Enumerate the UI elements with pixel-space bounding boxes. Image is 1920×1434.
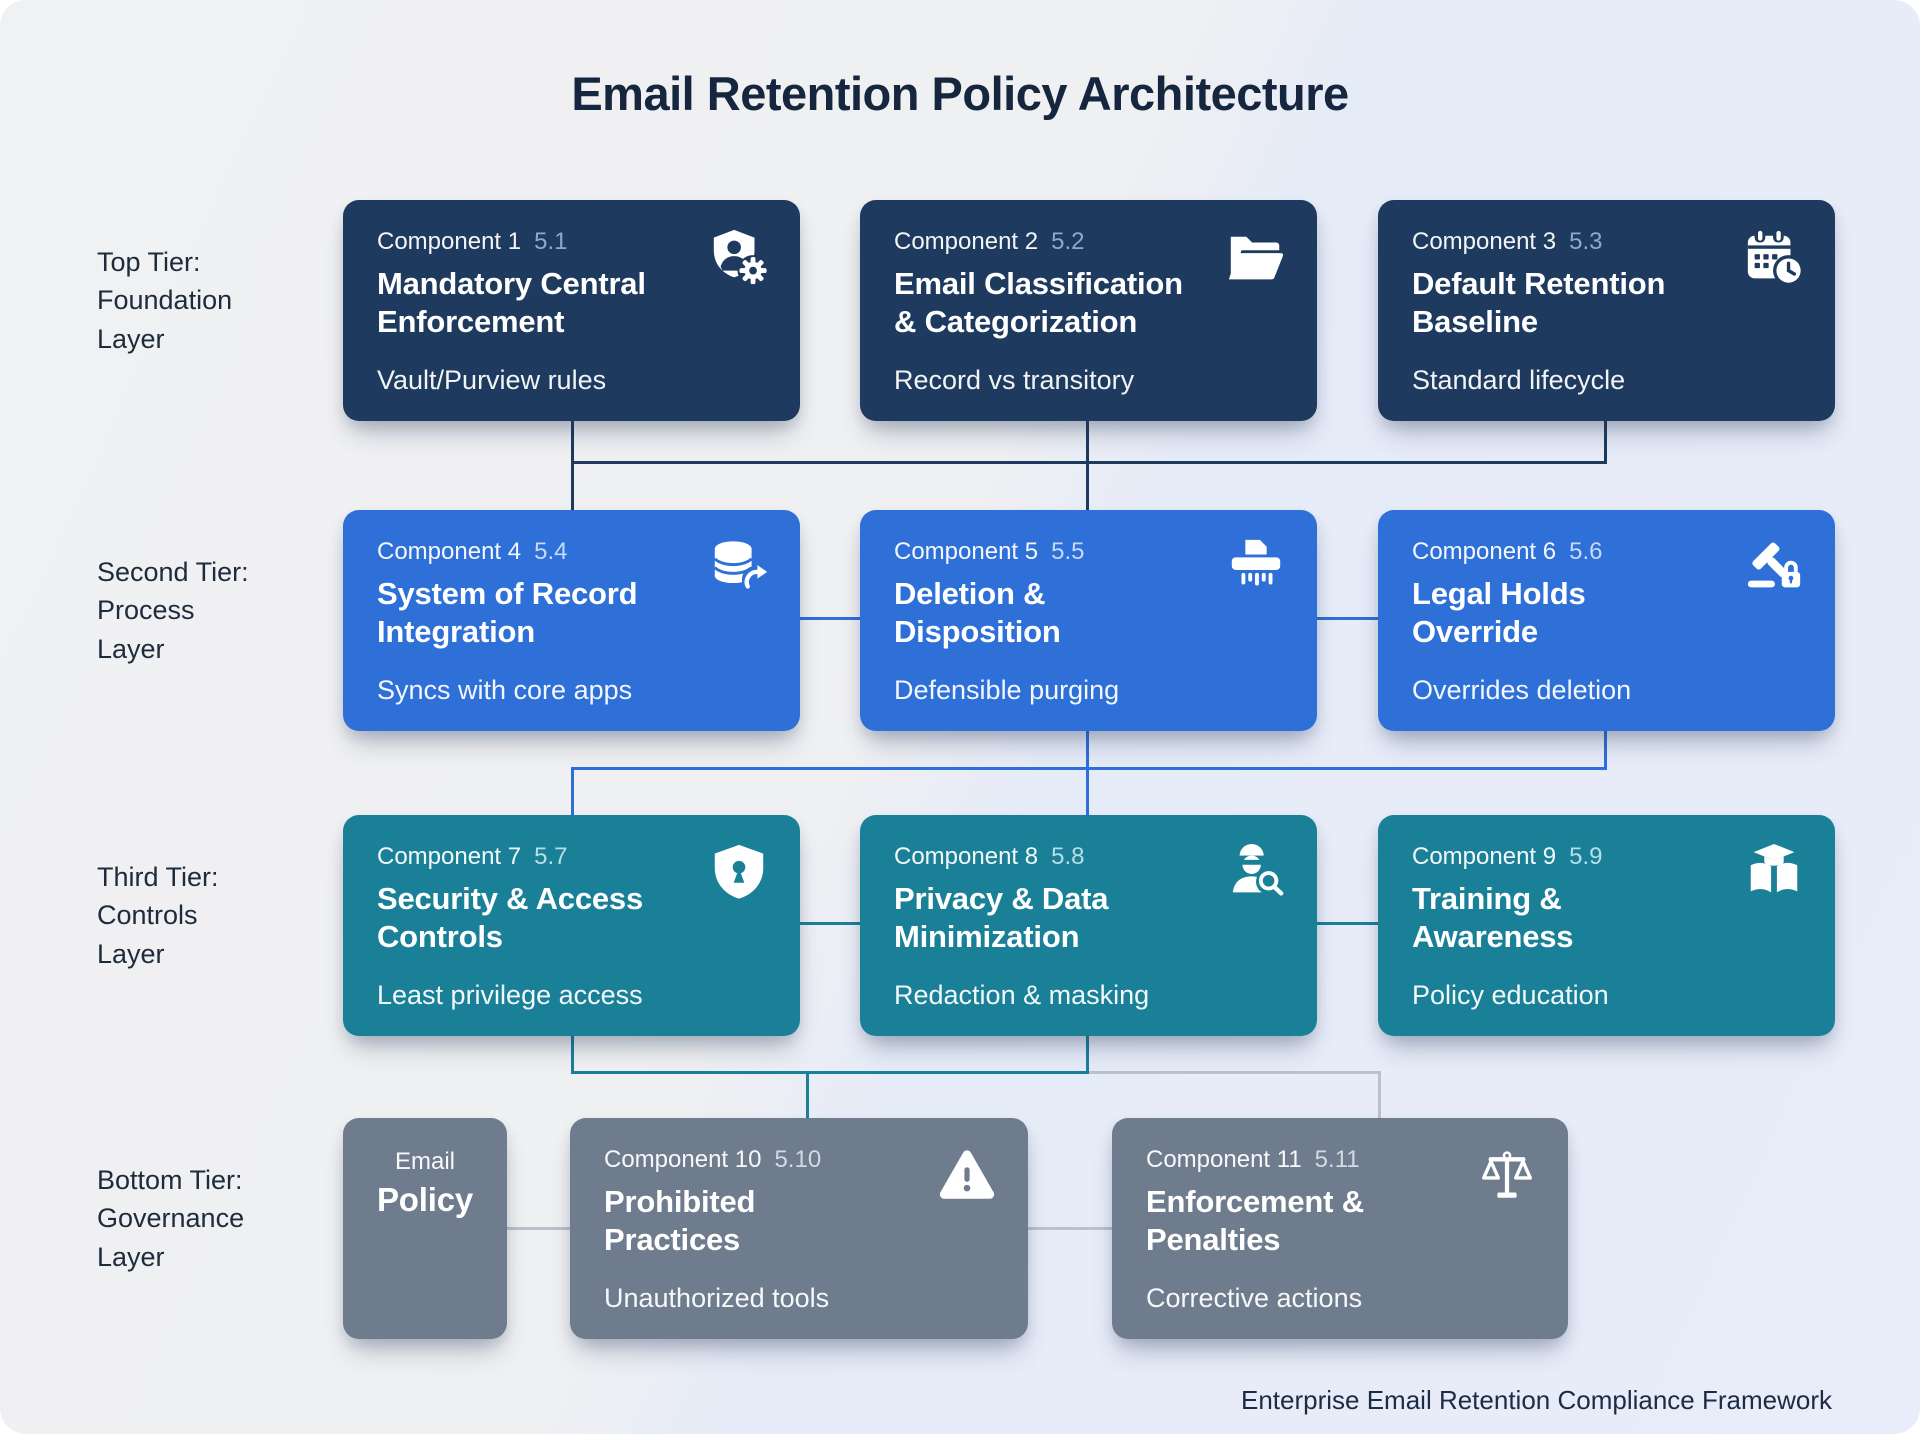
component-3-card	[1378, 200, 1835, 421]
component-subtitle: Redaction & masking	[894, 980, 1150, 1010]
component-kicker: Component 3	[1412, 228, 1557, 255]
component-kicker: Component 7	[377, 843, 522, 870]
page-title: Email Retention Policy Architecture	[571, 67, 1349, 120]
component-title: Default Retention Baseline	[1412, 266, 1666, 340]
component-kicker: Component 9	[1412, 843, 1557, 870]
component-kicker: Component 5	[894, 538, 1039, 565]
connector	[571, 767, 1607, 770]
component-kicker: Component 10	[604, 1146, 762, 1173]
component-kicker: Component 8	[894, 843, 1039, 870]
component-subtitle: Unauthorized tools	[604, 1283, 830, 1313]
connector	[1317, 922, 1378, 925]
component-subtitle: Overrides deletion	[1412, 675, 1632, 705]
tier-label-line: Layer	[97, 633, 165, 664]
component-number: 5.3	[1569, 228, 1603, 255]
component-title: Mandatory Central Enforcement	[377, 266, 646, 340]
component-title: Policy	[376, 1181, 473, 1218]
connector	[806, 1071, 809, 1119]
connector	[571, 1032, 574, 1074]
component-number: 5.2	[1051, 228, 1085, 255]
tier-label-process	[97, 553, 327, 668]
connector	[1028, 1227, 1112, 1230]
tier-label-line: Bottom Tier:	[97, 1165, 243, 1195]
tier-label-line: Third Tier:	[97, 862, 219, 892]
component-subtitle: Defensible purging	[894, 675, 1120, 705]
component-9-card	[1378, 815, 1835, 1036]
component-title: Legal Holds Override	[1412, 576, 1586, 650]
calendar-clock-icon	[1743, 227, 1805, 289]
connector	[571, 767, 574, 816]
component-subtitle: Least privilege access	[377, 980, 643, 1010]
connector	[1086, 727, 1089, 816]
connector	[1086, 1032, 1089, 1074]
component-kicker: Component 6	[1412, 538, 1557, 565]
gavel-lock-icon	[1743, 537, 1805, 599]
component-title: Deletion & Disposition	[894, 576, 1061, 650]
component-subtitle: Standard lifecycle	[1412, 365, 1626, 395]
connector	[571, 421, 574, 511]
scales-icon	[1476, 1145, 1538, 1207]
component-title: Enforcement & Penalties	[1146, 1184, 1364, 1258]
component-number: 5.9	[1569, 843, 1603, 870]
component-subtitle: Vault/Purview rules	[377, 365, 607, 395]
component-number: 5.11	[1314, 1146, 1360, 1173]
connector	[1378, 1071, 1381, 1119]
component-number: 5.8	[1051, 843, 1085, 870]
graduation-book-icon	[1743, 842, 1805, 904]
connector	[507, 1227, 570, 1230]
connector	[1604, 727, 1607, 770]
connector	[571, 461, 1607, 464]
tier-label-line: Controls	[97, 900, 198, 931]
component-2-card	[860, 200, 1317, 421]
component-title: Prohibited Practices	[604, 1184, 756, 1258]
component-6-card	[1378, 510, 1835, 731]
shield-keyhole-icon	[708, 842, 770, 904]
component-subtitle: Record vs transitory	[894, 365, 1135, 395]
connector	[800, 922, 860, 925]
component-number: 5.6	[1569, 538, 1603, 565]
component-number: 5.4	[534, 538, 568, 565]
component-7-card	[343, 815, 800, 1036]
component-kicker: Component 11	[1146, 1146, 1302, 1173]
shield-user-gear-icon	[708, 227, 770, 289]
tier-label-foundation	[97, 243, 327, 358]
tier-label-line: Layer	[97, 938, 165, 969]
component-subtitle: Syncs with core apps	[377, 675, 633, 705]
component-number: 5.10	[774, 1146, 822, 1173]
component-10-card	[570, 1118, 1028, 1339]
tier-label-line: Second Tier:	[97, 557, 249, 587]
masked-user-search-icon	[1225, 842, 1287, 904]
component-subtitle: Policy education	[1412, 980, 1609, 1010]
tier-label-line: Process	[97, 595, 195, 626]
connector	[1089, 1071, 1381, 1074]
tier-label-governance	[97, 1161, 327, 1276]
tier-label-line: Top Tier:	[97, 247, 201, 277]
connector	[1086, 421, 1089, 511]
component-8-card	[860, 815, 1317, 1036]
tier-label-line: Governance	[97, 1203, 245, 1234]
database-sync-icon	[708, 537, 770, 599]
tier-label-line: Layer	[97, 323, 165, 354]
footer-caption: Enterprise Email Retention Compliance Framework	[1240, 1385, 1832, 1415]
component-number: 5.7	[534, 843, 568, 870]
component-4-card	[343, 510, 800, 731]
component-kicker: Component 2	[894, 228, 1039, 255]
email-policy-card	[343, 1118, 507, 1339]
component-title: System of Record Integration	[377, 576, 638, 650]
open-folder-icon	[1225, 227, 1287, 289]
component-title: Email Classification & Categorization	[894, 266, 1183, 340]
warning-triangle-icon	[936, 1145, 998, 1207]
shredder-icon	[1225, 537, 1287, 599]
connector	[571, 1071, 1089, 1074]
component-number: 5.1	[534, 228, 568, 255]
component-number: 5.5	[1051, 538, 1085, 565]
component-title: Privacy & Data Minimization	[894, 881, 1109, 955]
component-5-card	[860, 510, 1317, 731]
component-11-card	[1112, 1118, 1568, 1339]
component-kicker: Component 4	[377, 538, 522, 565]
tier-label-line: Foundation	[97, 285, 233, 316]
connector	[1317, 617, 1378, 620]
component-title: Training & Awareness	[1412, 881, 1574, 955]
component-kicker: Component 1	[377, 228, 522, 255]
component-subtitle: Corrective actions	[1146, 1283, 1363, 1313]
tier-label-line: Layer	[97, 1241, 165, 1272]
component-kicker: Email	[394, 1148, 455, 1175]
component-1-card	[343, 200, 800, 421]
connector	[800, 617, 860, 620]
connector	[1604, 421, 1607, 464]
component-title: Security & Access Controls	[377, 881, 643, 955]
tier-label-controls	[97, 858, 327, 973]
